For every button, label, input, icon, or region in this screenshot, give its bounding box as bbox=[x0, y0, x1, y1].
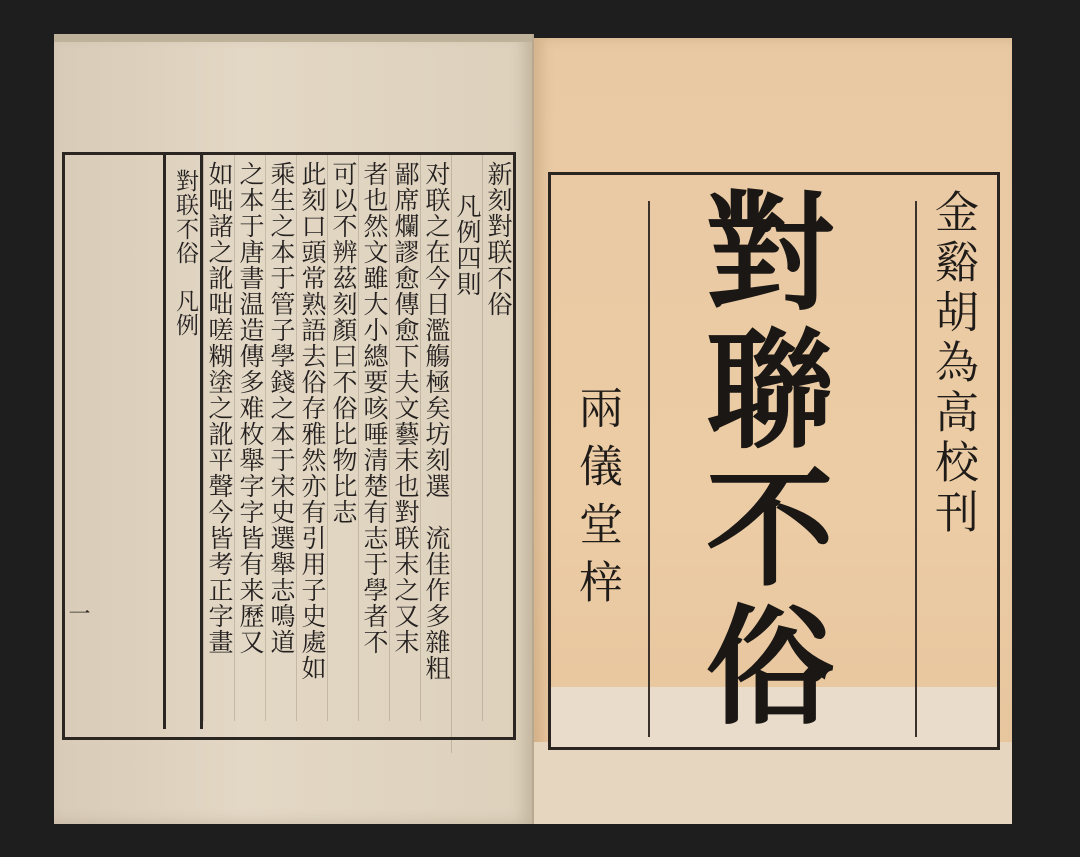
cover-page bbox=[534, 38, 1012, 824]
fold-center-column: 對联不俗 凡例 bbox=[163, 155, 203, 729]
page-number: 一 bbox=[65, 602, 90, 624]
preface-column: 如咄諸之訛咄嗟糊塗之訛平聲今皆考正字畫 bbox=[203, 155, 234, 721]
preface-column: 者也然文雖大小總要咳唾清楚有志于學者不 bbox=[358, 155, 389, 721]
cover-rule-left bbox=[648, 201, 650, 737]
preface-column: 乘生之本于管子學錢之本于宋史選舉志鳴道 bbox=[265, 155, 296, 721]
preface-page bbox=[54, 34, 534, 824]
preface-column: 鄙席爛謬愈傳愈下夫文藝末也對联末之又末 bbox=[389, 155, 420, 721]
preface-text-columns bbox=[65, 155, 513, 737]
preface-column-heading: 凡例四則 bbox=[451, 155, 482, 753]
preface-column: 可以不辨茲刻顏曰不俗比物比志 bbox=[327, 155, 358, 721]
cover-label-frame bbox=[548, 172, 1000, 750]
cover-bottom-strip bbox=[534, 742, 1012, 824]
cover-rule-right bbox=[915, 201, 917, 737]
cover-title: 對聯不俗 bbox=[684, 185, 834, 737]
cover-publisher: 兩儀堂梓 bbox=[571, 385, 622, 617]
preface-print-frame bbox=[62, 152, 516, 740]
preface-column: 此刻口頭常熟語去俗存雅然亦有引用子史處如 bbox=[296, 155, 327, 721]
cover-editor-credit: 金谿胡為高校刊 bbox=[927, 189, 978, 539]
preface-column: 之本于唐書温造傳多难枚舉字字皆有来歷又 bbox=[234, 155, 265, 721]
preface-column: 对联之在今日濫觴極矣坊刻選 流佳作多雜粗 bbox=[420, 155, 451, 721]
preface-column-title: 新刻對联不俗 bbox=[482, 155, 513, 721]
